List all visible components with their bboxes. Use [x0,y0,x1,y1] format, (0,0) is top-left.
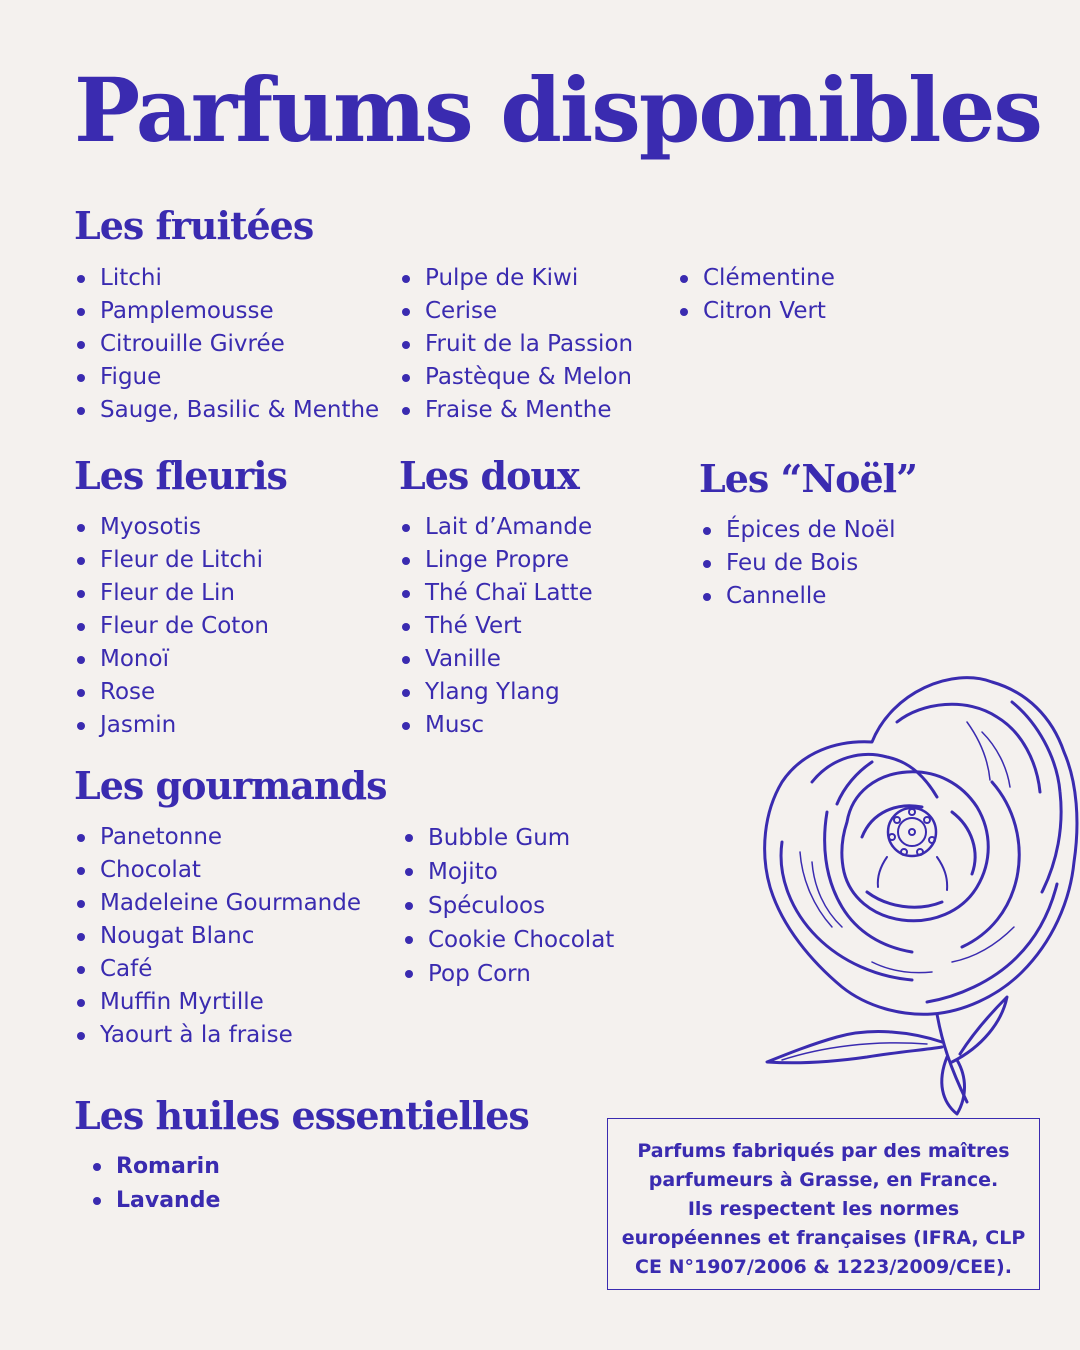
list-item: Myosotis [74,511,269,544]
list-item: Spéculoos [402,889,614,923]
list-item: Jasmin [74,709,269,742]
list-item: Pop Corn [402,957,614,991]
list-item: Cannelle [700,580,896,613]
fruitees-list-col3 [677,262,835,328]
list-item: Pastèque & Melon [399,361,633,394]
notice-line: européennes et françaises (IFRA, CLP [621,1227,1026,1249]
list-item: Figue [74,361,379,394]
gourmands-list-col1 [74,821,361,1052]
noel-list [700,514,896,613]
list-item: Pamplemousse [74,295,379,328]
list-item: Muffin Myrtille [74,986,361,1019]
section-title-fleuris: Les fleuris [74,453,287,498]
list-item: Clémentine [677,262,835,295]
list-item: Lavande [90,1184,220,1218]
fruitees-list-col1 [74,262,379,427]
list-item: Café [74,953,361,986]
list-item: Monoï [74,643,269,676]
list-item: Thé Chaï Latte [399,577,593,610]
fleuris-list [74,511,269,742]
list-item: Rose [74,676,269,709]
huiles-list [90,1150,220,1218]
list-item: Ylang Ylang [399,676,593,709]
list-item: Romarin [90,1150,220,1184]
list-item: Fleur de Coton [74,610,269,643]
list-item: Lait d’Amande [399,511,593,544]
list-item: Mojito [402,855,614,889]
list-item: Nougat Blanc [74,920,361,953]
notice-line: parfumeurs à Grasse, en France. [648,1169,999,1191]
page-title: Parfums disponibles [74,58,1041,162]
list-item: Fruit de la Passion [399,328,633,361]
list-item: Madeleine Gourmande [74,887,361,920]
gourmands-list-col2 [402,821,614,991]
list-item: Vanille [399,643,593,676]
list-item: Citrouille Givrée [74,328,379,361]
list-item: Fleur de Lin [74,577,269,610]
list-item: Yaourt à la fraise [74,1019,361,1052]
list-item: Fraise & Menthe [399,394,633,427]
list-item: Thé Vert [399,610,593,643]
list-item: Pulpe de Kiwi [399,262,633,295]
section-title-doux: Les doux [399,453,579,498]
list-item: Musc [399,709,593,742]
notice-line: Ils respectent les normes [687,1198,960,1220]
peony-flower-icon [752,662,1080,1122]
section-title-noel: Les “Noël” [699,456,917,501]
notice-line: Parfums fabriqués par des maîtres [637,1140,1010,1162]
list-item: Cookie Chocolat [402,923,614,957]
list-item: Fleur de Litchi [74,544,269,577]
list-item: Citron Vert [677,295,835,328]
fruitees-list-col2 [399,262,633,427]
list-item: Épices de Noël [700,514,896,547]
manufacturing-notice [607,1118,1040,1290]
section-title-gourmands: Les gourmands [74,763,387,808]
doux-list [399,511,593,742]
list-item: Chocolat [74,854,361,887]
notice-line: CE N°1907/2006 & 1223/2009/CEE). [635,1256,1012,1278]
list-item: Panetonne [74,821,361,854]
section-title-huiles: Les huiles essentielles [74,1093,529,1138]
list-item: Linge Propre [399,544,593,577]
list-item: Feu de Bois [700,547,896,580]
section-title-fruitees: Les fruitées [74,203,314,248]
list-item: Bubble Gum [402,821,614,855]
list-item: Litchi [74,262,379,295]
list-item: Sauge, Basilic & Menthe [74,394,379,427]
list-item: Cerise [399,295,633,328]
